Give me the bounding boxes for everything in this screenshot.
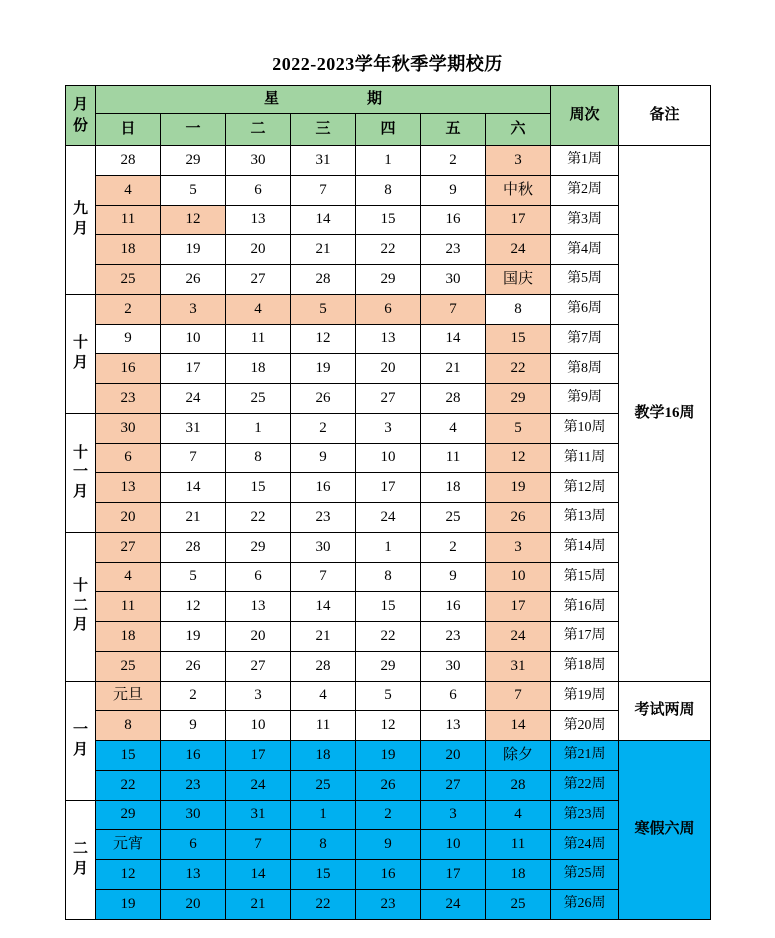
day-cell: 26 bbox=[161, 265, 226, 295]
day-cell: 9 bbox=[421, 175, 486, 205]
day-cell: 11 bbox=[226, 324, 291, 354]
week-row bbox=[66, 235, 711, 265]
day-cell: 2 bbox=[161, 681, 226, 711]
day-cell: 30 bbox=[291, 532, 356, 562]
week-row bbox=[66, 473, 711, 503]
day-cell: 31 bbox=[486, 651, 551, 681]
month-cell: 二月 bbox=[66, 800, 96, 919]
day-cell: 2 bbox=[356, 800, 421, 830]
day-cell: 3 bbox=[421, 800, 486, 830]
day-cell: 19 bbox=[161, 622, 226, 652]
week-number-cell: 第9周 bbox=[551, 384, 619, 414]
day-cell: 15 bbox=[356, 592, 421, 622]
day-cell: 12 bbox=[161, 592, 226, 622]
day-cell: 26 bbox=[356, 770, 421, 800]
day-cell: 31 bbox=[161, 413, 226, 443]
week-number-cell: 第4周 bbox=[551, 235, 619, 265]
week-row bbox=[66, 800, 711, 830]
day-cell: 5 bbox=[161, 175, 226, 205]
day-name-header: 一 bbox=[161, 114, 226, 146]
remark-cell: 寒假六周 bbox=[619, 741, 711, 920]
day-cell: 19 bbox=[96, 889, 161, 919]
day-cell: 24 bbox=[356, 503, 421, 533]
day-cell: 10 bbox=[356, 443, 421, 473]
day-name-header: 二 bbox=[226, 114, 291, 146]
week-row bbox=[66, 592, 711, 622]
day-cell: 16 bbox=[291, 473, 356, 503]
day-cell: 5 bbox=[356, 681, 421, 711]
week-number-cell: 第11周 bbox=[551, 443, 619, 473]
day-cell: 27 bbox=[226, 265, 291, 295]
day-cell: 13 bbox=[96, 473, 161, 503]
week-row bbox=[66, 294, 711, 324]
day-cell: 22 bbox=[226, 503, 291, 533]
week-number-cell: 第3周 bbox=[551, 205, 619, 235]
week-number-cell: 第22周 bbox=[551, 770, 619, 800]
day-cell: 29 bbox=[486, 384, 551, 414]
day-cell: 6 bbox=[226, 175, 291, 205]
week-row bbox=[66, 562, 711, 592]
week-row bbox=[66, 622, 711, 652]
day-cell: 8 bbox=[291, 830, 356, 860]
day-cell: 13 bbox=[226, 592, 291, 622]
day-cell: 29 bbox=[356, 265, 421, 295]
day-cell: 5 bbox=[486, 413, 551, 443]
day-cell: 10 bbox=[161, 324, 226, 354]
day-cell: 17 bbox=[486, 205, 551, 235]
day-cell: 14 bbox=[291, 592, 356, 622]
day-cell: 1 bbox=[356, 532, 421, 562]
week-row bbox=[66, 413, 711, 443]
day-cell: 19 bbox=[356, 741, 421, 771]
week-row bbox=[66, 146, 711, 176]
day-cell: 14 bbox=[161, 473, 226, 503]
day-cell: 7 bbox=[421, 294, 486, 324]
day-cell: 24 bbox=[161, 384, 226, 414]
day-cell: 14 bbox=[486, 711, 551, 741]
day-cell: 17 bbox=[161, 354, 226, 384]
day-cell: 30 bbox=[226, 146, 291, 176]
day-cell: 18 bbox=[96, 235, 161, 265]
day-cell: 25 bbox=[291, 770, 356, 800]
day-cell: 16 bbox=[161, 741, 226, 771]
day-cell: 6 bbox=[356, 294, 421, 324]
day-cell: 2 bbox=[291, 413, 356, 443]
week-number-cell: 第15周 bbox=[551, 562, 619, 592]
day-cell: 12 bbox=[486, 443, 551, 473]
day-cell: 18 bbox=[486, 860, 551, 890]
day-cell: 1 bbox=[291, 800, 356, 830]
day-cell: 23 bbox=[356, 889, 421, 919]
day-cell: 4 bbox=[421, 413, 486, 443]
week-col-header: 周次 bbox=[551, 86, 619, 146]
week-row bbox=[66, 205, 711, 235]
day-cell: 12 bbox=[96, 860, 161, 890]
week-number-cell: 第7周 bbox=[551, 324, 619, 354]
day-cell: 19 bbox=[291, 354, 356, 384]
day-cell: 7 bbox=[291, 562, 356, 592]
day-cell: 22 bbox=[356, 235, 421, 265]
day-cell: 5 bbox=[291, 294, 356, 324]
day-cell: 20 bbox=[421, 741, 486, 771]
day-cell: 2 bbox=[421, 532, 486, 562]
day-cell: 25 bbox=[96, 265, 161, 295]
remark-cell: 教学16周 bbox=[619, 146, 711, 682]
calendar-body bbox=[66, 146, 711, 920]
day-cell: 20 bbox=[226, 235, 291, 265]
day-cell: 27 bbox=[226, 651, 291, 681]
day-cell: 7 bbox=[226, 830, 291, 860]
day-cell: 28 bbox=[96, 146, 161, 176]
day-cell: 5 bbox=[161, 562, 226, 592]
day-cell: 22 bbox=[486, 354, 551, 384]
day-cell: 23 bbox=[291, 503, 356, 533]
day-cell: 8 bbox=[226, 443, 291, 473]
day-cell: 22 bbox=[96, 770, 161, 800]
remark-cell: 考试两周 bbox=[619, 681, 711, 741]
day-cell: 21 bbox=[161, 503, 226, 533]
day-cell: 17 bbox=[421, 860, 486, 890]
week-number-cell: 第12周 bbox=[551, 473, 619, 503]
week-number-cell: 第1周 bbox=[551, 146, 619, 176]
day-cell: 22 bbox=[356, 622, 421, 652]
week-row bbox=[66, 889, 711, 919]
day-cell: 国庆 bbox=[486, 265, 551, 295]
day-cell: 25 bbox=[226, 384, 291, 414]
week-number-cell: 第17周 bbox=[551, 622, 619, 652]
day-cell: 8 bbox=[356, 562, 421, 592]
week-row bbox=[66, 175, 711, 205]
day-cell: 13 bbox=[161, 860, 226, 890]
week-row bbox=[66, 265, 711, 295]
day-cell: 17 bbox=[356, 473, 421, 503]
day-name-header: 日 bbox=[96, 114, 161, 146]
day-name-header: 三 bbox=[291, 114, 356, 146]
day-cell: 11 bbox=[486, 830, 551, 860]
day-cell: 中秋 bbox=[486, 175, 551, 205]
day-cell: 9 bbox=[356, 830, 421, 860]
week-group-header: 星期 bbox=[96, 86, 551, 114]
week-row bbox=[66, 532, 711, 562]
day-cell: 18 bbox=[421, 473, 486, 503]
day-cell: 15 bbox=[356, 205, 421, 235]
day-cell: 16 bbox=[356, 860, 421, 890]
day-name-header: 四 bbox=[356, 114, 421, 146]
day-cell: 11 bbox=[96, 205, 161, 235]
week-number-cell: 第16周 bbox=[551, 592, 619, 622]
day-cell: 13 bbox=[226, 205, 291, 235]
day-cell: 4 bbox=[96, 562, 161, 592]
week-row bbox=[66, 384, 711, 414]
month-cell: 十一月 bbox=[66, 413, 96, 532]
day-cell: 30 bbox=[421, 651, 486, 681]
day-cell: 22 bbox=[291, 889, 356, 919]
day-cell: 27 bbox=[421, 770, 486, 800]
day-name-header: 五 bbox=[421, 114, 486, 146]
day-cell: 18 bbox=[96, 622, 161, 652]
day-cell: 30 bbox=[161, 800, 226, 830]
month-col-header: 月份 bbox=[66, 86, 96, 146]
day-cell: 3 bbox=[486, 532, 551, 562]
day-cell: 14 bbox=[226, 860, 291, 890]
day-cell: 3 bbox=[356, 413, 421, 443]
month-cell: 十二月 bbox=[66, 532, 96, 681]
day-cell: 15 bbox=[486, 324, 551, 354]
day-cell: 4 bbox=[96, 175, 161, 205]
week-row bbox=[66, 711, 711, 741]
day-cell: 21 bbox=[226, 889, 291, 919]
day-cell: 15 bbox=[226, 473, 291, 503]
day-cell: 28 bbox=[161, 532, 226, 562]
remark-col-header: 备注 bbox=[619, 86, 711, 146]
day-cell: 26 bbox=[486, 503, 551, 533]
day-cell: 2 bbox=[96, 294, 161, 324]
week-number-cell: 第2周 bbox=[551, 175, 619, 205]
day-cell: 17 bbox=[226, 741, 291, 771]
day-cell: 31 bbox=[291, 146, 356, 176]
week-row bbox=[66, 860, 711, 890]
day-cell: 29 bbox=[161, 146, 226, 176]
month-cell: 一月 bbox=[66, 681, 96, 800]
day-cell: 24 bbox=[226, 770, 291, 800]
day-cell: 3 bbox=[486, 146, 551, 176]
day-cell: 27 bbox=[96, 532, 161, 562]
day-cell: 20 bbox=[161, 889, 226, 919]
day-cell: 16 bbox=[421, 592, 486, 622]
day-cell: 26 bbox=[291, 384, 356, 414]
day-cell: 18 bbox=[291, 741, 356, 771]
day-cell: 除夕 bbox=[486, 741, 551, 771]
week-number-cell: 第5周 bbox=[551, 265, 619, 295]
week-number-cell: 第10周 bbox=[551, 413, 619, 443]
day-cell: 3 bbox=[161, 294, 226, 324]
day-cell: 13 bbox=[421, 711, 486, 741]
day-cell: 12 bbox=[356, 711, 421, 741]
day-cell: 30 bbox=[96, 413, 161, 443]
week-number-cell: 第21周 bbox=[551, 741, 619, 771]
week-number-cell: 第8周 bbox=[551, 354, 619, 384]
day-cell: 9 bbox=[291, 443, 356, 473]
day-cell: 16 bbox=[96, 354, 161, 384]
day-cell: 29 bbox=[96, 800, 161, 830]
week-row bbox=[66, 681, 711, 711]
day-cell: 9 bbox=[96, 324, 161, 354]
day-cell: 20 bbox=[356, 354, 421, 384]
day-cell: 4 bbox=[486, 800, 551, 830]
week-number-cell: 第20周 bbox=[551, 711, 619, 741]
month-cell: 九月 bbox=[66, 146, 96, 295]
day-cell: 25 bbox=[486, 889, 551, 919]
week-number-cell: 第18周 bbox=[551, 651, 619, 681]
week-number-cell: 第26周 bbox=[551, 889, 619, 919]
day-cell: 23 bbox=[421, 622, 486, 652]
day-cell: 10 bbox=[421, 830, 486, 860]
week-row bbox=[66, 651, 711, 681]
day-cell: 13 bbox=[356, 324, 421, 354]
calendar-title: 2022-2023学年秋季学期校历 bbox=[272, 54, 503, 74]
day-cell: 3 bbox=[226, 681, 291, 711]
month-cell: 十月 bbox=[66, 294, 96, 413]
week-row bbox=[66, 324, 711, 354]
day-cell: 7 bbox=[161, 443, 226, 473]
day-cell: 7 bbox=[486, 681, 551, 711]
day-cell: 6 bbox=[226, 562, 291, 592]
week-number-cell: 第14周 bbox=[551, 532, 619, 562]
day-cell: 11 bbox=[96, 592, 161, 622]
day-cell: 21 bbox=[291, 235, 356, 265]
day-cell: 21 bbox=[291, 622, 356, 652]
day-cell: 2 bbox=[421, 146, 486, 176]
day-cell: 10 bbox=[486, 562, 551, 592]
day-cell: 15 bbox=[291, 860, 356, 890]
day-cell: 8 bbox=[486, 294, 551, 324]
day-cell: 19 bbox=[161, 235, 226, 265]
day-cell: 8 bbox=[96, 711, 161, 741]
day-cell: 25 bbox=[96, 651, 161, 681]
day-cell: 28 bbox=[486, 770, 551, 800]
week-number-cell: 第19周 bbox=[551, 681, 619, 711]
day-cell: 28 bbox=[291, 651, 356, 681]
day-cell: 23 bbox=[161, 770, 226, 800]
day-cell: 31 bbox=[226, 800, 291, 830]
day-cell: 30 bbox=[421, 265, 486, 295]
day-cell: 28 bbox=[291, 265, 356, 295]
day-cell: 23 bbox=[96, 384, 161, 414]
day-cell: 23 bbox=[421, 235, 486, 265]
week-number-cell: 第23周 bbox=[551, 800, 619, 830]
day-cell: 21 bbox=[421, 354, 486, 384]
day-cell: 19 bbox=[486, 473, 551, 503]
day-cell: 24 bbox=[421, 889, 486, 919]
day-cell: 4 bbox=[291, 681, 356, 711]
day-cell: 25 bbox=[421, 503, 486, 533]
day-cell: 15 bbox=[96, 741, 161, 771]
day-cell: 9 bbox=[421, 562, 486, 592]
week-row bbox=[66, 443, 711, 473]
day-cell: 28 bbox=[421, 384, 486, 414]
day-cell: 27 bbox=[356, 384, 421, 414]
day-cell: 12 bbox=[161, 205, 226, 235]
day-cell: 16 bbox=[421, 205, 486, 235]
week-row bbox=[66, 741, 711, 771]
day-cell: 9 bbox=[161, 711, 226, 741]
week-number-cell: 第25周 bbox=[551, 860, 619, 890]
day-cell: 6 bbox=[96, 443, 161, 473]
week-number-cell: 第24周 bbox=[551, 830, 619, 860]
calendar-header bbox=[66, 86, 711, 146]
day-cell: 4 bbox=[226, 294, 291, 324]
calendar-table bbox=[65, 85, 711, 920]
day-cell: 14 bbox=[291, 205, 356, 235]
day-cell: 20 bbox=[96, 503, 161, 533]
day-cell: 12 bbox=[291, 324, 356, 354]
day-cell: 6 bbox=[161, 830, 226, 860]
day-cell: 26 bbox=[161, 651, 226, 681]
day-cell: 18 bbox=[226, 354, 291, 384]
day-cell: 1 bbox=[226, 413, 291, 443]
day-cell: 24 bbox=[486, 235, 551, 265]
week-number-cell: 第6周 bbox=[551, 294, 619, 324]
day-cell: 29 bbox=[356, 651, 421, 681]
day-cell: 11 bbox=[421, 443, 486, 473]
day-cell: 8 bbox=[356, 175, 421, 205]
day-cell: 6 bbox=[421, 681, 486, 711]
day-cell: 元旦 bbox=[96, 681, 161, 711]
day-cell: 11 bbox=[291, 711, 356, 741]
day-cell: 17 bbox=[486, 592, 551, 622]
day-cell: 元宵 bbox=[96, 830, 161, 860]
day-cell: 29 bbox=[226, 532, 291, 562]
week-row bbox=[66, 830, 711, 860]
day-cell: 1 bbox=[356, 146, 421, 176]
day-cell: 10 bbox=[226, 711, 291, 741]
day-cell: 7 bbox=[291, 175, 356, 205]
week-row bbox=[66, 770, 711, 800]
day-name-header: 六 bbox=[486, 114, 551, 146]
day-cell: 20 bbox=[226, 622, 291, 652]
week-row bbox=[66, 503, 711, 533]
day-cell: 24 bbox=[486, 622, 551, 652]
week-number-cell: 第13周 bbox=[551, 503, 619, 533]
week-row bbox=[66, 354, 711, 384]
day-cell: 14 bbox=[421, 324, 486, 354]
